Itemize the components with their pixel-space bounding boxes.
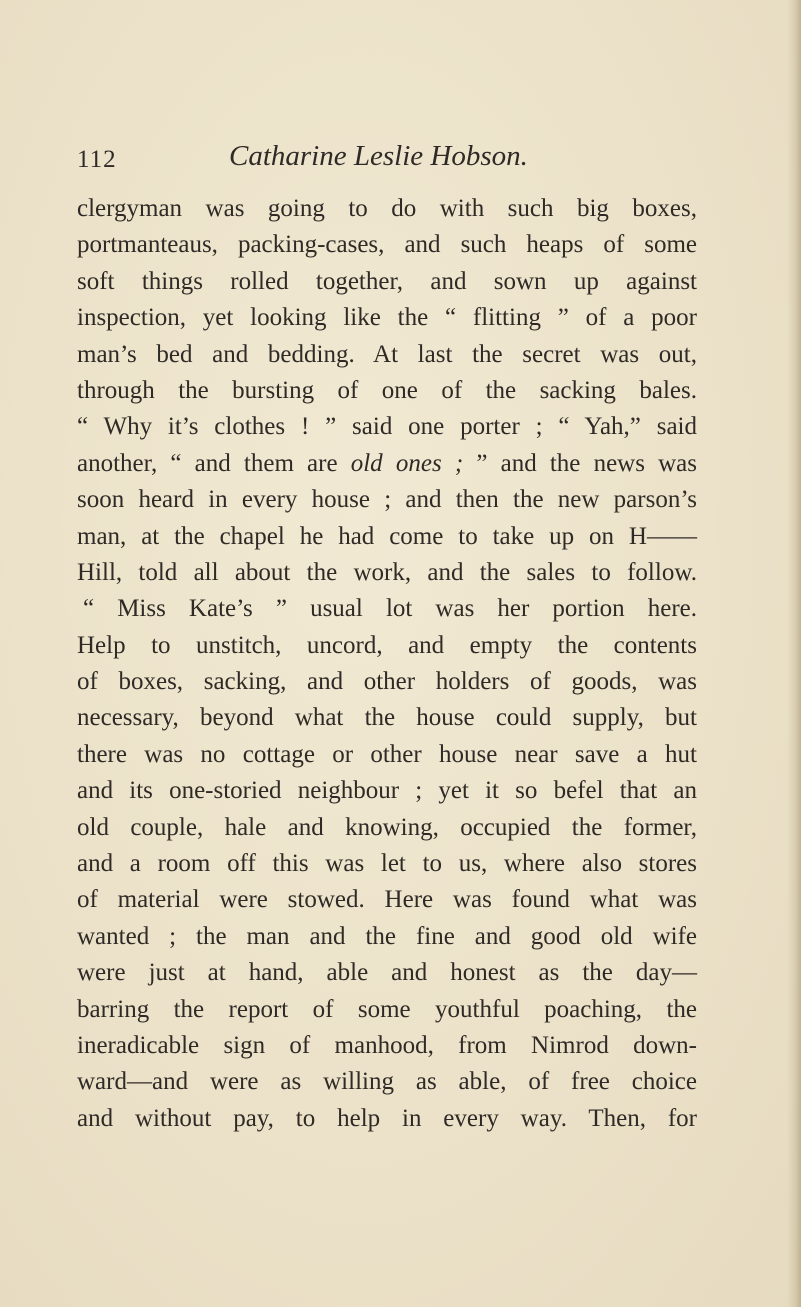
italic-phrase: old ones ; <box>350 449 464 477</box>
text-line: barring the report of some youthful poaching, the <box>77 995 697 1023</box>
text-line: clergyman was going to do with such big boxes, <box>77 195 697 222</box>
running-head-title: Catharine Leslie Hobson. <box>229 140 528 172</box>
text-segment: ” and the news was <box>463 449 697 477</box>
text-line: and a room off this was let to us, where also stores <box>77 850 697 878</box>
body-text <box>77 191 697 1137</box>
text-line: man, at the chapel he had come to take up on H—— <box>77 522 697 550</box>
text-line: Hill, told all about the work, and the sales to follow. <box>77 558 697 586</box>
text-line-with-italic <box>77 446 697 482</box>
text-line: and its one-storied neighbour ; yet it so befel that an <box>77 777 697 805</box>
page-header <box>77 140 717 180</box>
text-line: through the bursting of one of the sacking bales. <box>77 376 697 404</box>
text-line: old couple, hale and knowing, occupied the former, <box>77 813 697 841</box>
text-line: soon heard in every house ; and then the new parson’s <box>77 486 697 514</box>
text-line: of material were stowed. Here was found what was <box>77 886 697 914</box>
text-line: necessary, beyond what the house could supply, but <box>77 704 697 732</box>
page-edge-shadow <box>787 0 801 1307</box>
text-line: ward—and were as willing as able, of free choice <box>77 1068 697 1096</box>
page-number: 112 <box>77 146 117 173</box>
text-line: portmanteaus, packing-cases, and such heaps of some <box>77 231 697 259</box>
text-line: of boxes, sacking, and other holders of goods, was <box>77 668 697 696</box>
text-line: there was no cottage or other house near save a hut <box>77 740 697 768</box>
text-line: man’s bed and bedding. At last the secret was out, <box>77 340 697 368</box>
text-line: ineradicable sign of manhood, from Nimrod down- <box>77 1031 697 1059</box>
text-line: soft things rolled together, and sown up against <box>77 267 697 295</box>
text-line: “ Miss Kate’s ” usual lot was her portion here. <box>83 595 697 623</box>
text-line: inspection, yet looking like the “ flitting ” of a poor <box>77 304 697 332</box>
text-segment: another, “ and them are <box>77 449 351 477</box>
text-line: Help to unstitch, uncord, and empty the contents <box>77 631 697 659</box>
text-line: were just at hand, able and honest as the day— <box>77 959 697 987</box>
text-line: and without pay, to help in every way. Then, for <box>77 1104 697 1132</box>
text-line: “ Why it’s clothes ! ” said one porter ; “ Yah,” said <box>77 413 697 441</box>
text-line: wanted ; the man and the fine and good old wife <box>77 922 697 950</box>
